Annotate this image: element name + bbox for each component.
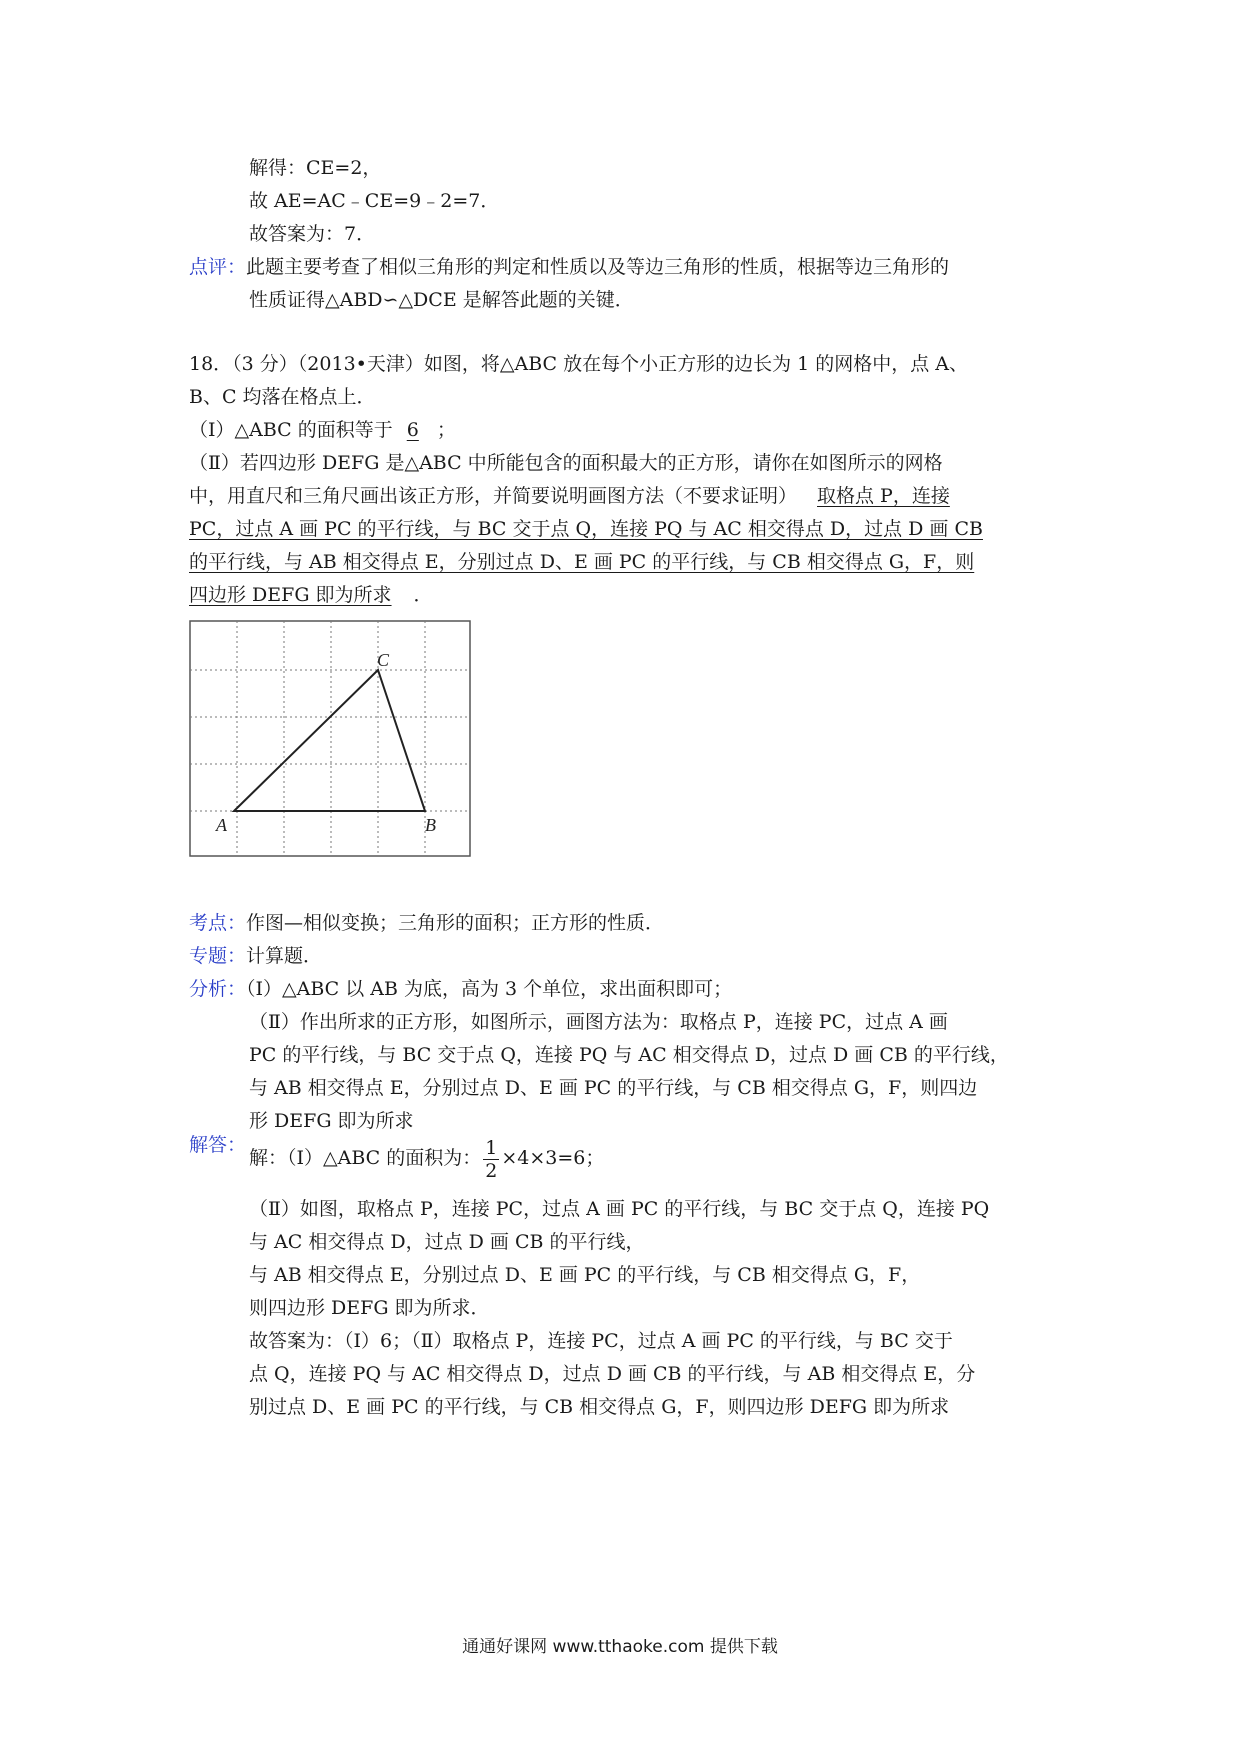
jieda-tag-text: 解答： bbox=[189, 1134, 247, 1156]
text-line: 则四边形 DEFG 即为所求． bbox=[249, 1297, 490, 1319]
fraction-denominator: 2 bbox=[485, 1159, 498, 1182]
question-part-1 bbox=[189, 418, 456, 442]
text-line: （Ⅱ）作出所求的正方形，如图所示，画图方法为：取格点 P，连接 PC，过点 A 画 bbox=[249, 1011, 948, 1033]
question-part-2 bbox=[189, 484, 950, 508]
text-line: 故 AE=AC﹣CE=9﹣2=7． bbox=[249, 190, 500, 212]
question-head: B、C 均落在格点上． bbox=[189, 386, 376, 408]
text-line: （Ⅱ）如图，取格点 P，连接 PC，过点 A 画 PC 的平行线，与 BC 交于点 Q，连接 PQ bbox=[249, 1198, 990, 1220]
fenxi-tag: 分析： bbox=[189, 978, 247, 1000]
text-line: 性质证得△ABD∽△DCE 是解答此题的关键． bbox=[249, 289, 634, 311]
part-text: ； bbox=[436, 419, 456, 441]
kaodian-tag: 考点： bbox=[189, 912, 247, 934]
jieda-text: ×4×3=6； bbox=[501, 1147, 605, 1169]
label-a: A bbox=[216, 815, 227, 835]
answer-blank: 取格点 P，连接 bbox=[817, 485, 950, 507]
text-line: 别过点 D、E 画 PC 的平行线，与 CB 相交得点 G，F，则四边形 DEFG 即为所求 bbox=[249, 1396, 950, 1418]
text-line: 点 Q，连接 PQ 与 AC 相交得点 D，过点 D 画 CB 的平行线，与 AB 相交得点 E，分 bbox=[249, 1363, 976, 1385]
review-line bbox=[189, 255, 949, 279]
part-text: ． bbox=[413, 584, 433, 606]
text-line: 解得：CE=2， bbox=[249, 157, 382, 179]
part-text: 中，用直尺和三角尺画出该正方形，并简要说明画图方法（不要求证明） bbox=[189, 485, 798, 507]
part-text: （Ⅰ）△ABC 的面积等于 bbox=[189, 419, 393, 441]
kaodian-line bbox=[189, 911, 664, 935]
text-line: PC 的平行线，与 BC 交于点 Q，连接 PQ 与 AC 相交得点 D，过点 D 画 CB 的平行线， bbox=[249, 1044, 1009, 1066]
kaodian-text: 作图—相似变换；三角形的面积；正方形的性质． bbox=[246, 912, 665, 934]
fraction-numerator: 1 bbox=[485, 1136, 498, 1159]
zhuanti-line bbox=[189, 944, 322, 968]
text-line: 故答案为：7． bbox=[249, 223, 376, 245]
answer-blank: 四边形 DEFG 即为所求 bbox=[189, 584, 392, 606]
grid-triangle-figure bbox=[189, 620, 471, 857]
text-line: 与 AB 相交得点 E，分别过点 D、E 画 PC 的平行线，与 CB 相交得点 G，F，则四边 bbox=[249, 1077, 978, 1099]
answer-line bbox=[189, 583, 433, 607]
text-line: 故答案为：（Ⅰ）6；（Ⅱ）取格点 P，连接 PC，过点 A 画 PC 的平行线，与 BC 交于 bbox=[249, 1330, 953, 1352]
jieda-first-line bbox=[249, 1133, 604, 1183]
question-part-2: （Ⅱ）若四边形 DEFG 是△ABC 中所能包含的面积最大的正方形，请你在如图所示的网格 bbox=[189, 452, 943, 474]
text-line: 与 AB 相交得点 E，分别过点 D、E 画 PC 的平行线，与 CB 相交得点 G，F， bbox=[249, 1264, 921, 1286]
jieda-text: 解：（Ⅰ）△ABC 的面积为： bbox=[249, 1147, 482, 1169]
text-line: 形 DEFG 即为所求 bbox=[249, 1110, 414, 1132]
text-line: 与 AC 相交得点 D，过点 D 画 CB 的平行线， bbox=[249, 1231, 645, 1253]
answer-line: PC，过点 A 画 PC 的平行线，与 BC 交于点 Q，连接 PQ 与 AC 相交得点 D，过点 D 画 CB bbox=[189, 518, 983, 540]
review-tag: 点评： bbox=[189, 256, 247, 278]
answer-blank: 6 bbox=[406, 419, 419, 441]
zhuanti-text: 计算题． bbox=[246, 945, 323, 967]
fenxi-line bbox=[189, 977, 732, 1001]
jieda-tag bbox=[189, 1133, 246, 1157]
question-head: 18．（3 分）（2013•天津）如图，将△ABC 放在每个小正方形的边长为 1 的网格中，点 A、 bbox=[189, 353, 969, 375]
zhuanti-tag: 专题： bbox=[189, 945, 247, 967]
label-c: C bbox=[377, 650, 390, 670]
fenxi-text: （Ⅰ）△ABC 以 AB 为底，高为 3 个单位，求出面积即可； bbox=[246, 978, 733, 1000]
label-b: B bbox=[425, 815, 436, 835]
fraction bbox=[483, 1137, 499, 1182]
review-text: 此题主要考查了相似三角形的判定和性质以及等边三角形的性质，根据等边三角形的 bbox=[246, 256, 950, 278]
answer-line: 的平行线，与 AB 相交得点 E，分别过点 D、E 画 PC 的平行线，与 CB 相交得点 G，F，则 bbox=[189, 551, 975, 573]
page-footer: 通通好课网 www.tthaoke.com 提供下载 bbox=[462, 1637, 778, 1657]
triangle-abc bbox=[234, 670, 425, 811]
